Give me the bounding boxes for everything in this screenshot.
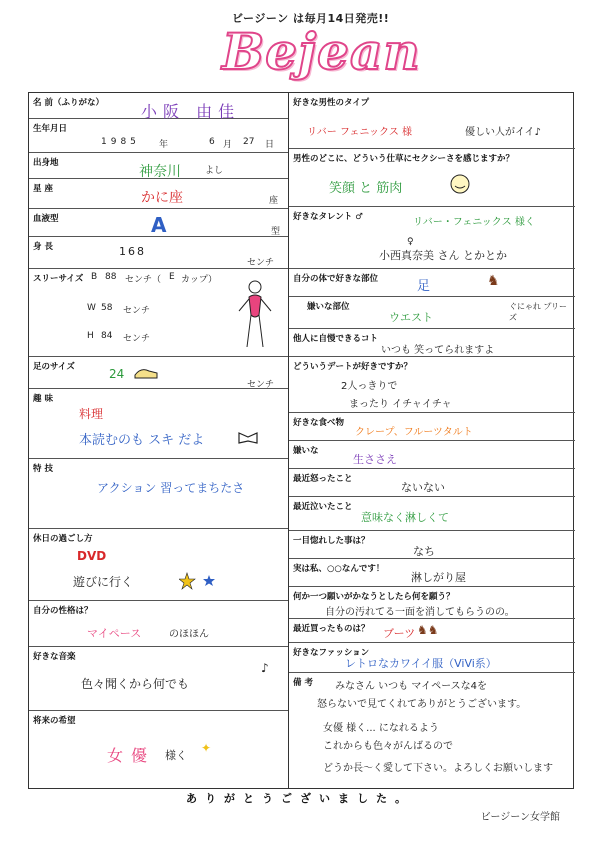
proud-value: いつも 笑ってられますよ	[381, 345, 495, 356]
bust-unit: センチ（	[125, 275, 162, 285]
iam-label: 実は私、○○なんです！	[293, 564, 385, 574]
happy-label: 最近泣いたこと	[293, 502, 353, 512]
birth-month: 6	[209, 137, 215, 147]
feet-unit: センチ	[247, 380, 275, 390]
row-birthday	[29, 119, 288, 153]
row-iam	[289, 559, 575, 587]
row-type	[289, 93, 575, 149]
bought-value: ブーツ	[383, 627, 416, 640]
hip-unit: センチ	[123, 334, 151, 344]
name-value: 小阪 由佳	[141, 102, 241, 121]
row-food	[289, 413, 575, 441]
memo-line4: これからも色々がんばるので	[323, 741, 453, 752]
birth-day: 27	[243, 137, 255, 147]
happy-value: 意味なく淋しくて	[361, 511, 449, 524]
credit: ビージーン女学館	[480, 812, 560, 823]
cup-value: E	[169, 272, 175, 282]
birthplace-value: 神奈川	[139, 164, 181, 180]
row-music	[29, 647, 288, 711]
row-sexy	[289, 149, 575, 207]
personality-value1: マイペース	[87, 627, 142, 640]
row-name	[29, 93, 288, 119]
smiley-icon	[449, 173, 471, 195]
angry-label: 最近怒ったこと	[293, 474, 353, 484]
cup-unit: カップ）	[181, 275, 218, 285]
sign-label: 星 座	[33, 184, 53, 194]
profile-form	[28, 92, 574, 789]
book-icon	[237, 429, 259, 445]
music-label: 好きな音楽	[33, 652, 76, 662]
memo-label: 備 考	[293, 678, 313, 688]
feet-value: 24	[109, 367, 125, 381]
blood-unit: 型	[271, 227, 281, 237]
dislike-part-label: 嫌いな部位	[307, 302, 350, 312]
holiday-label: 休日の過ごし方	[33, 534, 93, 544]
first-value: なち	[413, 545, 435, 558]
row-talent	[289, 207, 575, 269]
skill-label: 特 技	[33, 464, 53, 474]
waist-label: W	[87, 303, 96, 313]
bought-label: 最近買ったものは？	[293, 624, 370, 634]
header	[0, 0, 600, 90]
row-fashion	[289, 643, 575, 673]
row-feet	[29, 357, 288, 389]
memo-line1: みなさん いつも マイペースな4を	[335, 681, 488, 692]
talent-female: 小西真奈美 さん とかとか	[379, 249, 507, 262]
holiday-line1: DVD	[77, 549, 107, 563]
proud-label: 他人に自慢できるコト	[293, 334, 379, 344]
hobby-line2: 本読むのも スキ だよ	[79, 433, 205, 448]
first-label: 一目惚れした事は？	[293, 536, 370, 546]
row-date	[289, 357, 575, 413]
dislike-part-value: ウエスト	[389, 311, 433, 324]
row-wish	[289, 587, 575, 619]
sexy-value: 笑顔 と 筋肉	[329, 181, 403, 196]
fashion-label: 好きなファッション	[293, 648, 370, 658]
blood-value: A	[151, 213, 167, 237]
birthplace-suffix: よし	[205, 166, 224, 176]
personality-value2: のほほん	[169, 629, 209, 640]
food-label: 好きな食べ物	[293, 418, 345, 428]
right-column	[289, 93, 575, 788]
talent-label: 好きなタレント ♂	[293, 212, 363, 222]
row-angry	[289, 469, 575, 497]
row-dream	[29, 711, 288, 790]
height-label: 身 長	[33, 242, 53, 252]
bust-value: 88	[105, 272, 117, 282]
row-blood	[29, 209, 288, 237]
height-value: 168	[119, 245, 146, 258]
height-unit: センチ	[247, 258, 275, 268]
birthplace-label: 出身地	[33, 158, 59, 168]
talent-male: リバー・フェニックス 様く	[413, 217, 535, 228]
hobby-label: 趣 味	[33, 394, 53, 404]
boots-drawing-icon: ♞♞	[417, 623, 439, 637]
music-note-icon: ♪	[261, 661, 269, 675]
skill-value: アクション 習ってまちたさ	[97, 481, 245, 495]
memo-line2: 怒らないで見てくれてありがとうございます。	[317, 699, 527, 710]
memo-line5: どうか長〜く愛して下さい。よろしくお願いします	[323, 763, 553, 774]
row-proud	[289, 329, 575, 357]
bust-label: B	[91, 272, 98, 282]
body-doodle-icon	[229, 277, 279, 353]
hip-value: 84	[101, 331, 113, 341]
type-value2: 優しい人がイイ♪	[465, 127, 541, 138]
blood-label: 血液型	[33, 214, 59, 224]
wish-value: 自分の汚れてる一面を消してもらうのの。	[325, 607, 515, 618]
dream-value: 女優	[107, 746, 156, 765]
hate-label: 嫌いな	[293, 446, 319, 456]
row-dislike-part	[289, 297, 575, 329]
dislike-part-note: ぐにゃれ プリーズ	[509, 302, 568, 322]
waist-value: 58	[101, 303, 113, 313]
sizes-label: スリーサイズ	[33, 274, 84, 284]
fashion-value: レトロなカワイイ服（ViVi系）	[345, 657, 497, 670]
date-label: どういうデートが好きですか？	[293, 362, 413, 372]
row-memo	[289, 673, 575, 790]
fav-part-label: 自分の体で好きな部位	[293, 274, 379, 284]
feet-label: 足のサイズ	[33, 362, 75, 372]
hobby-line1: 料理	[79, 407, 104, 421]
birth-year: 1985	[101, 137, 140, 147]
row-happy	[289, 497, 575, 531]
row-hobby	[29, 389, 288, 459]
tagline: ビージーン は毎月14日発売!!	[232, 12, 390, 25]
row-personality	[29, 601, 288, 647]
music-value: 色々聞くから何でも	[81, 677, 190, 691]
row-sizes	[29, 269, 288, 357]
row-skill	[29, 459, 288, 529]
birthday-label: 生年月日	[33, 124, 68, 134]
fav-part-value: 足	[417, 279, 431, 294]
row-fav-part	[289, 269, 575, 297]
row-bought	[289, 619, 575, 643]
stars-icon	[179, 571, 223, 591]
waist-unit: センチ	[123, 306, 151, 316]
birth-month-unit: 月	[223, 140, 233, 150]
row-hate	[289, 441, 575, 469]
date-line2: まったり イチャイチャ	[349, 399, 452, 410]
sign-unit: 座	[269, 196, 279, 206]
angry-value: ないない	[401, 481, 445, 494]
memo-line3: 女優 様く... になれるよう	[323, 723, 439, 734]
row-height	[29, 237, 288, 269]
name-label: 名 前（ふりがな）	[33, 98, 104, 108]
left-column	[29, 93, 289, 788]
birth-day-unit: 日	[265, 140, 275, 150]
hate-value: 生ささえ	[353, 453, 397, 466]
shoe-icon	[133, 365, 159, 381]
holiday-line2: 遊びに行く	[73, 575, 134, 589]
dream-suffix: 様く	[165, 749, 187, 762]
wish-label: 何か一つ願いがかなうとしたら何を願う？	[293, 592, 455, 602]
type-value1: リバー フェニックス 様	[307, 127, 413, 138]
sparkle-icon: ✦	[201, 741, 212, 755]
type-label: 好きな男性のタイプ	[293, 98, 370, 108]
row-birthplace	[29, 153, 288, 179]
boots-icon: ♞	[487, 273, 500, 289]
sign-value: かに座	[141, 190, 183, 206]
dream-label: 将来の希望	[33, 716, 76, 726]
personality-label: 自分の性格は？	[33, 606, 93, 616]
row-holiday	[29, 529, 288, 601]
sexy-label: 男性のどこに、どういう仕草にセクシーさを感じますか？	[293, 154, 515, 164]
iam-value: 淋しがり屋	[411, 571, 466, 584]
talent-female-mark: ♀	[407, 237, 414, 247]
date-line1: 2人っきりで	[341, 381, 398, 392]
food-value: クレープ、フルーツタルト	[355, 427, 473, 438]
thanks-footer: ありがとうございました。	[186, 792, 414, 805]
row-first	[289, 531, 575, 559]
birth-year-unit: 年	[159, 140, 169, 150]
bejean-logo: Bejean	[222, 22, 421, 81]
row-sign	[29, 179, 288, 209]
hip-label: H	[87, 331, 94, 341]
